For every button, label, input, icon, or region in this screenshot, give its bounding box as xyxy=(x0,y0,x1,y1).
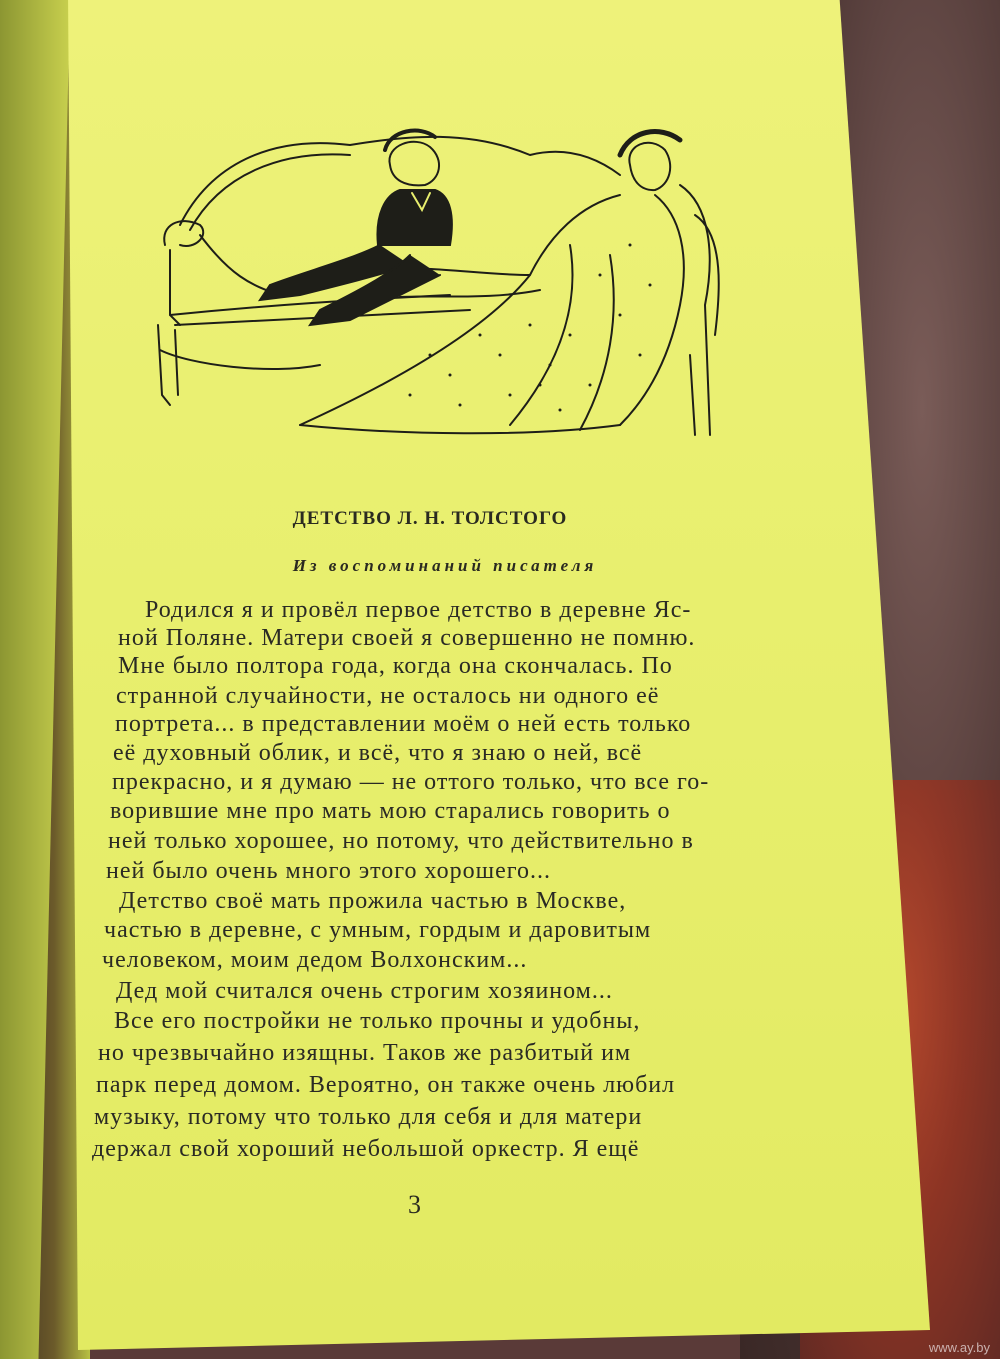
text-line: человеком, моим дедом Волхонским... xyxy=(102,947,528,973)
page-subtitle: Из воспоминаний писателя xyxy=(292,556,598,575)
text-line: Дед мой считался очень строгим хозяином... xyxy=(116,978,613,1004)
text-line: Все его постройки не только прочны и удобны, xyxy=(114,1008,641,1034)
text-line: Детство своё мать прожила частью в Москве, xyxy=(119,888,627,914)
text-line: держал свой хороший небольшой оркестр. Я ещё xyxy=(92,1136,640,1162)
text-line: странной случайности, не осталось ни одного её xyxy=(116,683,660,709)
page-title: ДЕТСТВО Л. Н. ТОЛСТОГО xyxy=(292,508,568,529)
text-line: музыку, потому что только для себя и для матери xyxy=(94,1104,643,1130)
text-line: ной Поляне. Матери своей я совершенно не помню. xyxy=(118,625,696,651)
text-line: ней только хорошее, но потому, что действительно в xyxy=(108,828,694,854)
text-line: портрета... в представлении моём о ней есть только xyxy=(115,711,692,737)
text-line: прекрасно, и я думаю — не оттого только, что все го- xyxy=(112,769,710,795)
text-line: её духовный облик, и всё, что я знаю о ней, всё xyxy=(113,740,643,766)
watermark: www.ay.by xyxy=(928,1340,990,1355)
text-line: Мне было полтора года, когда она скончалась. По xyxy=(118,653,673,679)
text-line: парк перед домом. Вероятно, он также очень любил xyxy=(96,1072,676,1098)
page-number: 3 xyxy=(408,1190,421,1219)
illustration-mother-and-child xyxy=(150,125,730,455)
text-line: ней было очень много этого хорошего... xyxy=(106,858,552,884)
text-line: Родился я и провёл первое детство в деревне Яс- xyxy=(145,597,692,623)
text-line: но чрезвычайно изящны. Таков же разбитый им xyxy=(98,1040,632,1066)
text-line: ворившие мне про мать мою старались говорить о xyxy=(110,798,671,824)
text-line: частью в деревне, с умным, гордым и даровитым xyxy=(104,917,652,943)
